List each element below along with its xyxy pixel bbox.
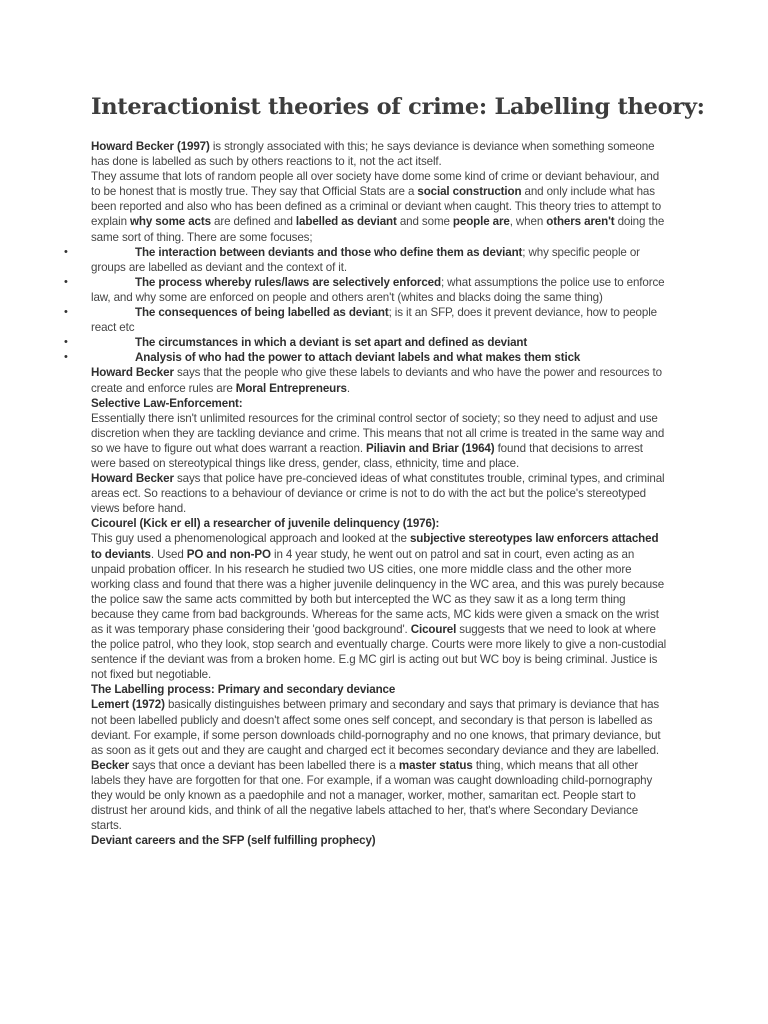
heading-text: Cicourel (Kick er ell) a researcher of juvenile delinquency (1976): [91, 517, 440, 531]
bold-social-construction: social construction [417, 185, 522, 199]
focus-detail: ; is it an SFP, does it prevent deviance, how to people react etc [91, 306, 657, 335]
focus-detail: ; why specific people or groups are labelled as deviant and the context of it. [91, 245, 640, 274]
bold-howard-becker: Howard Becker (1997) [91, 140, 210, 153]
bold-cicourel: Cicourel [410, 623, 457, 636]
bold-people-are: people are [452, 215, 510, 229]
text-span: in 4 year study, he went out on patrol and sat in court, even acting as an unpaid probation officer. In his research he studied two US cities, one more middle class and the other more working class and found that there was a higher juvenile delinquency in the WC area, and this was purely because the police saw the same acts committed by both but intercepted the WC as they saw it as a long term thing because they came from bad backgrounds. Whereas for the same acts, MC kids were given a smack on the wrist as it was temporary phase considering their 'good background'. [91, 547, 665, 636]
list-item [64, 245, 670, 275]
focus-title: The process whereby rules/laws are selectively enforced [135, 275, 441, 289]
paragraph-assumptions [91, 169, 670, 244]
text-span: and some [396, 215, 453, 229]
bold-master-status: master status [398, 758, 473, 772]
focus-detail: ; what assumptions the police use to enforce law, and why some are enforced on people and others aren't (whites and blacks doing the same thing) [91, 275, 665, 304]
text-span: , when [509, 215, 547, 229]
list-item [64, 275, 670, 305]
list-item [64, 335, 670, 350]
focus-title: The circumstances in which a deviant is set apart and defined as deviant [135, 336, 528, 350]
bullet-icon: • [64, 336, 68, 349]
focus-title: The consequences of being labelled as deviant [135, 306, 389, 320]
heading-text: Deviant careers and the SFP (self fulfilling prophecy) [91, 834, 376, 848]
text-span: suggests that we need to look at where the police patrol, who they look, stop search and eventually charge. Courts were more likely to give a non-custodial sentence if the deviant was from a broken home. E.g MC girl is acting out but WC boy is being criminal. Justice is not fixed but negotiable. [91, 623, 667, 682]
heading-cicourel [91, 516, 670, 531]
focus-title: Analysis of who had the power to attach deviant labels and what makes them stick [135, 351, 581, 365]
document-body [64, 139, 670, 848]
heading-deviant-careers [91, 833, 670, 848]
paragraph-becker-police [91, 471, 670, 516]
text-span: found that decisions to arrest were based on stereotypical things like dress, gender, class, ethnicity, time and place. [91, 441, 643, 470]
text-span: thing, which means that all other labels they have are forgotten for that one. For example, if a woman was caught downloading child-pornography they would be only known as a paedophile and not a manager, worker, mother, samaritan ect. People start to distrust her around kids, and think of all the negative labels attached to her, that's where Secondary Deviance starts. [91, 758, 653, 833]
bold-moral-entrepreneurs: Moral Entrepreneurs [235, 381, 347, 395]
heading-text: The Labelling process: Primary and secondary deviance [91, 683, 396, 697]
text-span: says that police have pre-concieved ideas of what constitutes trouble, criminal types, and criminal areas ect. So reactions to a behaviour of deviance or crime is not to do with the act but the police's stereotyped views before hand. [91, 472, 665, 516]
paragraph-lemert [91, 697, 670, 757]
heading-labelling-process [91, 682, 670, 697]
bold-piliavin-briar: Piliavin and Briar (1964) [366, 441, 495, 455]
paragraph-cicourel-study [91, 531, 670, 682]
text-span: are defined and [210, 215, 296, 229]
focus-list [64, 245, 670, 366]
bold-others-arent: others aren't [546, 215, 615, 229]
text-span: This guy used a phenomenological approach and looked at the [91, 532, 410, 546]
bold-howard-becker: Howard Becker [91, 366, 174, 380]
heading-text: Selective Law-Enforcement: [91, 396, 243, 410]
bullet-icon: • [64, 351, 68, 364]
text-span: says that the people who give these labels to deviants and who have the power and resources to create and enforce rules are [91, 366, 662, 395]
text-span: They assume that lots of random people all over society have dome some kind of crime or deviant behaviour, and to be honest that is mostly true. They say that Official Stats are a [91, 170, 660, 199]
bold-becker: Becker [91, 758, 129, 772]
text-span: and only include what has been reported and also who has been defined as a criminal or deviant when caught. This theory tries to attempt to explain [91, 185, 662, 229]
bullet-icon: • [64, 306, 68, 319]
text-span: basically distinguishes between primary and secondary and says that primary is deviance that has not been labelled publicly and doesn't affect some ones self concept, and secondary is that person is labelled as deviant. For example, if some person downloads child-pornography and no one knows, that primary deviance, but as soon as it gets out and they are caught and charged ect it becomes secondary deviance and they are labelled. [91, 698, 661, 757]
bullet-icon: • [64, 245, 68, 258]
focus-title: The interaction between deviants and those who define them as deviant [135, 245, 523, 259]
text-span: is strongly associated with this; he says deviance is deviance when something someone has done is labelled as such by others reactions to it, not the act itself. [91, 140, 655, 169]
bold-subjective-stereotypes: subjective stereotypes law enforcers attached to deviants [91, 532, 659, 561]
paragraph-master-status [91, 758, 670, 833]
text-span: says that once a deviant has been labelled there is a [128, 758, 399, 772]
text-span: Essentially there isn't unlimited resources for the criminal control sector of society; so they need to adjust and use discretion when they are tackling deviance and crime. This means that not all crime is treated in the same way and so we have to figure out what does warrant a reaction. [91, 411, 665, 455]
list-item [64, 305, 670, 335]
paragraph-becker-intro [91, 139, 670, 169]
text-span: . [346, 381, 350, 395]
bold-howard-becker: Howard Becker [91, 472, 174, 486]
bold-lemert: Lemert (1972) [91, 698, 165, 712]
text-span: . Used [150, 547, 187, 561]
heading-selective-law-enforcement [91, 396, 670, 411]
paragraph-moral-entrepreneurs [91, 365, 670, 395]
page-title: Interactionist theories of crime: Labelling theory: [91, 94, 705, 120]
bold-po-non-po: PO and non-PO [186, 547, 271, 561]
bold-why-some-acts: why some acts [130, 215, 211, 229]
bullet-icon: • [64, 275, 68, 288]
list-item [64, 350, 670, 365]
bold-labelled-as-deviant: labelled as deviant [295, 215, 397, 229]
paragraph-selective-enforcement [91, 411, 670, 471]
text-span: doing the same sort of thing. There are some focuses; [91, 215, 665, 244]
